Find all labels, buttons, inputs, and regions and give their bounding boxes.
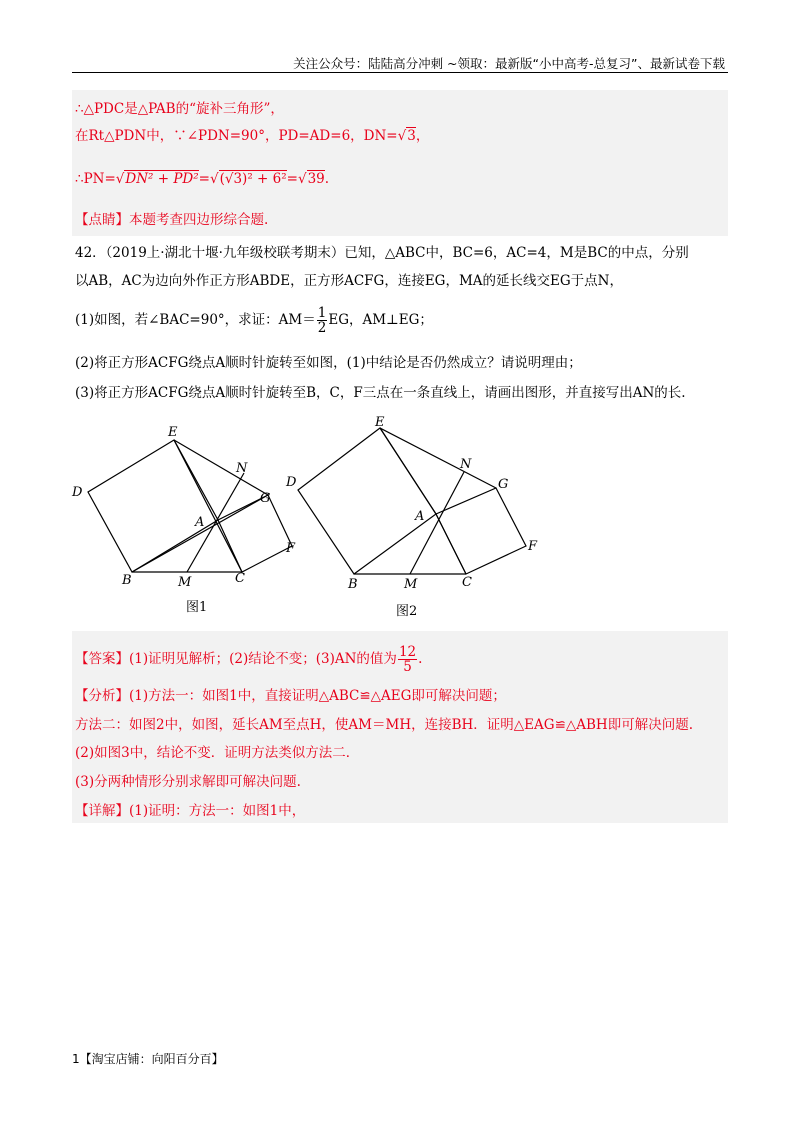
- label-a: A: [415, 509, 425, 524]
- detail-label: 【详解】: [75, 803, 129, 819]
- q1-prefix: (1)如图，若∠BAC=90°，求证：AM＝: [75, 312, 316, 328]
- label-m: M: [404, 577, 418, 592]
- radicand-3: 3: [407, 128, 416, 144]
- label-e: E: [375, 415, 385, 430]
- fraction-denominator: 5: [403, 659, 412, 675]
- analysis-text-1: (1)方法一：如图1中，直接证明△ABC≌△AEG即可解决问题；: [129, 688, 506, 704]
- label-f: F: [528, 539, 538, 554]
- sqrt-sign: √: [397, 128, 407, 144]
- label-d: D: [286, 475, 297, 490]
- radicand-dn-pd: DN² + PD²: [125, 171, 199, 187]
- figure-1-caption: 图1: [186, 600, 208, 615]
- fraction-numerator: 1: [317, 305, 327, 321]
- label-c: C: [462, 575, 472, 590]
- figure-2-diagram: [280, 410, 560, 620]
- label-b: B: [122, 573, 132, 588]
- solution-line-2-text: 在Rt△PDN中，∵∠PDN=90°，PD=AD=6，DN=: [75, 128, 398, 144]
- fraction-numerator: 12: [398, 644, 417, 660]
- radicand-sqrt3-6: (√3)² + 6²: [219, 171, 287, 187]
- problem-line-1: 42．（2019上·湖北十堰·九年级校联考期末）已知，△ABC中，BC=6，AC=4，M是BC的中点，分别: [75, 245, 689, 261]
- analysis-line-1: [75, 687, 506, 705]
- label-m: M: [178, 575, 192, 590]
- header-divider: [72, 72, 728, 73]
- fraction-12-5: [398, 645, 417, 674]
- problem-question-1: [75, 306, 433, 335]
- note-label: 【点睛】: [75, 212, 129, 228]
- square-acfg: [436, 488, 526, 574]
- answer-suffix: .: [418, 651, 423, 667]
- detail-line: [75, 802, 305, 820]
- label-f: F: [286, 541, 296, 556]
- detail-text: (1)证明：方法一：如图1中，: [129, 803, 306, 819]
- q1-suffix: EG，AM⊥EG；: [328, 312, 433, 328]
- equals-sign: =: [198, 171, 210, 187]
- fraction-denominator: 2: [317, 320, 327, 336]
- problem-question-2: (2)将正方形ACFG绕点A顺时针旋转至如图，(1)中结论是否仍然成立？请说明理由；: [75, 355, 582, 371]
- segment-bg: [132, 495, 268, 572]
- label-n: N: [236, 461, 248, 476]
- label-c: C: [235, 571, 245, 586]
- answer-label: 【答案】: [75, 651, 129, 667]
- problem-question-3: (3)将正方形ACFG绕点A顺时针旋转至B，C，F三点在一条直线上，请画出图形，并直接写出AN的长.: [75, 385, 686, 401]
- square-abde: [298, 428, 436, 574]
- solution-line-3: [75, 170, 329, 188]
- solution-line-2-suffix: ，: [415, 128, 430, 144]
- analysis-label: 【分析】: [75, 688, 129, 704]
- label-b: B: [348, 577, 358, 592]
- note-text: 本题考查四边形综合题.: [129, 212, 269, 228]
- answer-line: [75, 645, 422, 674]
- segment-ac: [436, 514, 466, 574]
- problem-line-2: 以AB，AC为边向外作正方形ABDE，正方形ACFG，连接EG，MA的延长线交EG于点N，: [75, 273, 623, 289]
- analysis-line-2: 方法二：如图2中，如图，延长AM至点H，使AM＝MH，连接BH．证明△EAG≌△ABH即可解决问题.: [75, 717, 693, 733]
- period: .: [324, 171, 330, 187]
- label-g: G: [260, 491, 271, 506]
- segment-eg: [380, 428, 496, 488]
- fraction-half: [317, 306, 328, 335]
- answer-text: (1)证明见解析；(2)结论不变；(3)AN的值为: [129, 651, 397, 667]
- sqrt-sign: √: [209, 171, 219, 187]
- solution-line-1: ∴△PDC是△PAB的“旋补三角形”，: [75, 101, 284, 117]
- solution-line-2: [75, 127, 429, 145]
- analysis-line-3: (2)如图3中，结论不变．证明方法类似方法二．: [75, 745, 360, 761]
- page-footer: 1【淘宝店铺：向阳百分百】: [72, 1052, 224, 1066]
- label-g: G: [498, 477, 509, 492]
- segment-ea: [380, 428, 436, 514]
- label-d: D: [72, 485, 83, 500]
- label-n: N: [460, 457, 472, 472]
- pn-label: ∴PN=: [75, 171, 116, 187]
- note-line: [75, 211, 268, 229]
- figure-2: [280, 410, 560, 620]
- analysis-line-4: (3)分两种情形分别求解即可解决问题.: [75, 774, 301, 790]
- equals-sign: =: [286, 171, 298, 187]
- label-a: A: [195, 515, 205, 530]
- label-e: E: [168, 425, 178, 440]
- sqrt-sign: √: [115, 171, 125, 187]
- radicand-39: 39: [307, 171, 325, 187]
- figure-2-caption: 图2: [396, 604, 418, 619]
- sqrt-sign: √: [297, 171, 307, 187]
- page-header: 关注公众号：陆陆高分冲刺 ~领取：最新版“小中高考-总复习”、最新试卷下载: [293, 56, 725, 71]
